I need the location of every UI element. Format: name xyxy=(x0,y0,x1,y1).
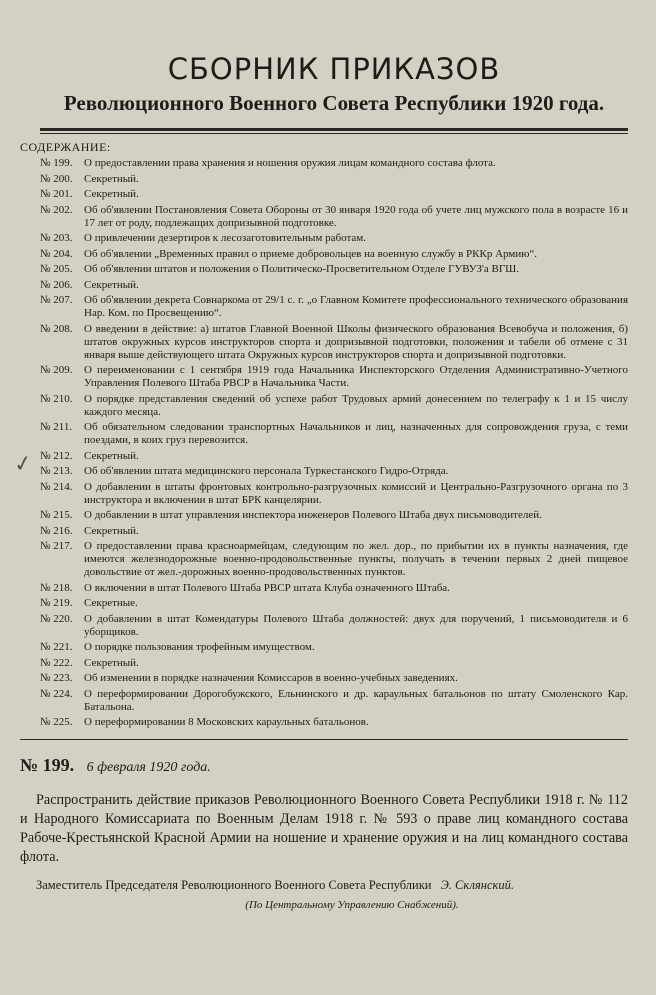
toc-item xyxy=(40,421,628,447)
section-divider xyxy=(20,739,628,740)
order-date: 6 февраля 1920 года. xyxy=(86,760,211,775)
toc-item-text: Секретный. xyxy=(84,188,139,200)
toc-item xyxy=(40,263,628,276)
page-title: СБОРНИК ПРИКАЗОВ xyxy=(167,52,501,86)
toc-item-number: № 215. xyxy=(40,509,73,521)
toc-item-number: № 214. xyxy=(40,480,73,493)
title-rule-thin xyxy=(40,133,628,134)
toc-item xyxy=(40,481,628,507)
toc-item xyxy=(40,597,628,610)
toc-item xyxy=(40,641,628,654)
toc-item-number: № 205. xyxy=(40,263,73,275)
signature-line xyxy=(36,877,628,893)
toc-item-text: Об об'явлении Постановления Совета Обороны от 30 января 1920 года об учете лиц мужского пола в возрасте 16 и 17 лет от роду, подлежащих допризывной подготовке. xyxy=(84,203,628,229)
toc-item-text: Об обязательном следовании транспортных Начальников и лиц, назначенных для сопровождения груза, с теми поездами, в коих груз перевозится. xyxy=(84,421,628,446)
toc-item-text: Об об'явлении декрета Совнаркома от 29/1 с. г. „о Главном Комитете профессионального технического образования Нар. Ком. по Просвещению“. xyxy=(84,294,628,319)
toc-item-number: № 222. xyxy=(40,656,73,669)
toc-item-text: О порядке представления сведений об успехе работ Трудовых армий донесением по телеграфу к 1 и 15 числу каждого месяца. xyxy=(84,392,628,418)
toc-item-number: № 204. xyxy=(40,247,73,260)
toc-item xyxy=(40,540,628,579)
toc-item-text: Об об'явлении штата медицинского персонала Туркестанского Гидро-Отряда. xyxy=(84,465,449,477)
toc-item-text: О добавлении в штаты фронтовых контрольно-разгрузочных комиссий и Центрально-Разгрузочного органа по 3 инструктора и включении в штат БРК канцелярии. xyxy=(84,480,628,506)
toc-item-number: № 206. xyxy=(40,278,73,291)
toc-item-number: № 218. xyxy=(40,581,73,594)
title-rule xyxy=(40,128,628,131)
toc-item-text: О предоставлении права красноармейцам, следующим по жел. дор., по прибытии их в пункты назначения, где имеются железнодорожные военно-продовольственные пункты, получать в течении первых 2 дней пищевое довольствие от жел.-дорожных военно-продовольственных пунктов. xyxy=(84,540,628,578)
toc-item-text: Об об'явлении штатов и положения о Политическо-Просветительном Отделе ГУВУЗ'а ВГШ. xyxy=(84,263,520,275)
toc-item-text: Об изменении в порядке назначения Комиссаров в военно-учебных заведениях. xyxy=(84,672,458,684)
toc-item xyxy=(40,716,628,729)
toc-item-number: № 210. xyxy=(40,392,73,405)
toc-item xyxy=(40,323,628,362)
toc-item-number: № 221. xyxy=(40,641,73,653)
contents-heading: СОДЕРЖАНИЕ: xyxy=(20,140,111,154)
toc-item xyxy=(40,450,628,463)
toc-item-text: О переформировании Дорогобужского, Ельнинского и др. караульных батальонов по штату Смоленского Кар. Батальона. xyxy=(84,687,628,713)
toc-item-text: О включении в штат Полевого Штаба РВСР штата Клуба означенного Штаба. xyxy=(84,581,450,594)
order-number: № 199. xyxy=(20,755,75,775)
toc-item xyxy=(40,525,628,538)
toc-item-number: № 219. xyxy=(40,597,73,609)
toc-item-number: № 201. xyxy=(40,188,73,200)
toc-item xyxy=(40,672,628,685)
toc-item-number: № 199. xyxy=(40,157,73,169)
department-note: (По Центральному Управлению Снабжений). xyxy=(245,899,459,911)
toc-item-text: О предоставлении права хранения и ношения оружия лицам командного состава флота. xyxy=(84,157,496,169)
toc-item-number: № 224. xyxy=(40,687,73,700)
toc-item xyxy=(40,232,628,245)
toc-item xyxy=(40,157,628,170)
toc-item-text: О добавлении в штат Комендатуры Полевого Штаба должностей: двух для поручений, 1 письмоводителя и 6 уборщиков. xyxy=(84,612,628,638)
toc-item-text: О порядке пользования трофейным имуществом. xyxy=(84,641,315,653)
toc-item-number: № 207. xyxy=(40,294,73,306)
page-subtitle: Революционного Военного Совета Республики 1920 года. xyxy=(63,91,605,115)
toc-item-number: № 203. xyxy=(40,232,73,244)
toc-item-number: № 217. xyxy=(40,540,73,552)
signature-name: Э. Склянский. xyxy=(440,878,514,892)
toc-item-number: № 208. xyxy=(40,322,73,335)
toc-item-text: Секретный. xyxy=(84,524,139,537)
toc-item xyxy=(40,465,628,478)
toc-item xyxy=(40,688,628,714)
toc-item-number: № 216. xyxy=(40,524,73,537)
toc-item-number: № 211. xyxy=(40,421,73,433)
toc-item xyxy=(40,613,628,639)
toc-item-number: № 220. xyxy=(40,612,73,625)
toc-item xyxy=(40,204,628,230)
toc-item xyxy=(40,657,628,670)
toc-item xyxy=(40,294,628,320)
table-of-contents xyxy=(40,157,628,729)
toc-item-text: Об об'явлении „Временных правил о приеме добровольцев на военную службу в РККр Армию“. xyxy=(84,247,538,260)
toc-item xyxy=(40,188,628,201)
toc-item-number: № 202. xyxy=(40,203,73,216)
toc-item-text: О привлечении дезертиров к лесозаготовительным работам. xyxy=(84,232,367,244)
toc-item-text: О переформировании 8 Московских караульных батальонов. xyxy=(84,716,369,728)
toc-item xyxy=(40,393,628,419)
toc-item xyxy=(40,582,628,595)
toc-item-number: № 212. xyxy=(40,449,73,462)
toc-item xyxy=(40,173,628,186)
toc-item-number: № 200. xyxy=(40,172,73,185)
toc-item-text: Секретный. xyxy=(84,449,139,462)
toc-item xyxy=(40,364,628,390)
toc-item-number: № 213. xyxy=(40,465,73,477)
toc-item-text: О переименовании с 1 сентября 1919 года Начальника Инспекторского Отделения Административно-Учетного Управления Полевого Штаба РВСР в Начальника Части. xyxy=(84,364,628,389)
toc-item-text: О добавлении в штат управления инспектора инженеров Полевого Штаба двух письмоводителей. xyxy=(84,509,542,521)
order-heading xyxy=(20,754,628,779)
toc-item-text: Секретный. xyxy=(84,278,139,291)
toc-item-text: Секретный. xyxy=(84,656,139,669)
toc-item xyxy=(40,509,628,522)
toc-item-number: № 209. xyxy=(40,364,73,376)
margin-check-mark: ✓ xyxy=(11,450,35,479)
signature-title: Заместитель Председателя Революционного Военного Совета Республики xyxy=(36,878,432,892)
toc-item-text: Секретные. xyxy=(84,597,138,609)
toc-item-text: Секретный. xyxy=(84,172,139,185)
toc-item-number: № 225. xyxy=(40,716,73,728)
toc-item-text: О введении в действие: а) штатов Главной Военной Школы физического образования Всевобуча и положения, б) штатов окружных курсов инструкторов спорта и допризывной подготовки, положения и табели об отмене с 31 января выше действующего штата Окружных курсов инструкторов спорта и допризывной подготовки. xyxy=(84,322,628,361)
order-body: Распространить действие приказов Революционного Военного Совета Республики 1918 г. № 112 и Народного Комиссариата по Военным Делам 1918 г. № 593 о праве лиц командного состава Рабоче-Крестьянской Красной Армии на ношение и хранение оружия и на лиц командного состава флота. xyxy=(20,792,628,865)
toc-item xyxy=(40,248,628,261)
toc-item xyxy=(40,279,628,292)
toc-item-number: № 223. xyxy=(40,672,73,684)
